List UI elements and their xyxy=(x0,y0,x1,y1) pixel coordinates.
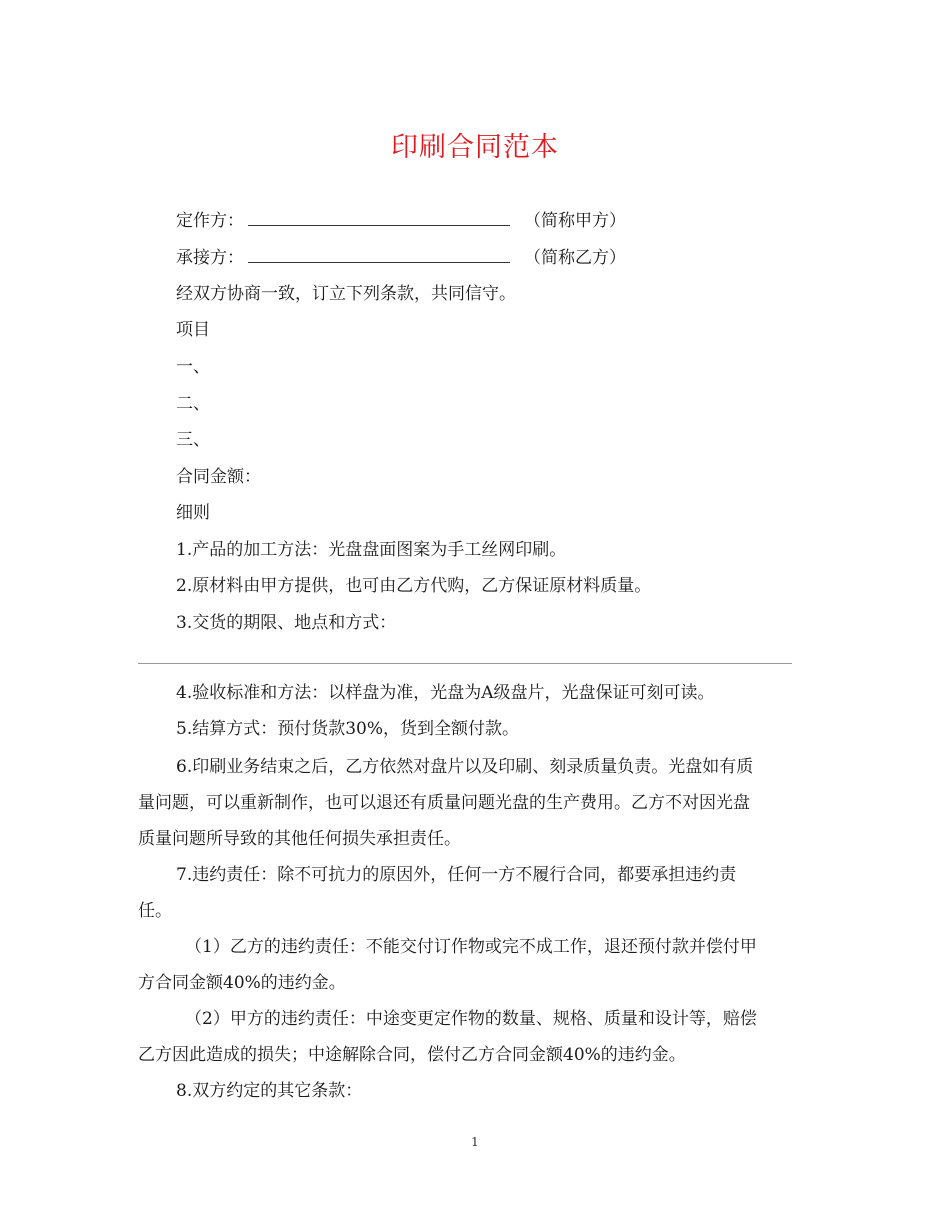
party-b-blank xyxy=(248,245,510,263)
party-b-label: 承接方： xyxy=(176,248,244,268)
clause-6-line-3: 质量问题所导致的其他任何损失承担责任。 xyxy=(138,829,461,849)
party-a-line xyxy=(176,208,626,233)
clause-5: 5.结算方式：预付货款30%，货到全额付款。 xyxy=(176,719,520,739)
clause-7-line-2: 任。 xyxy=(138,901,172,921)
clause-6-line-1: 6.印刷业务结束之后，乙方依然对盘片以及印刷、刻录质量负责。光盘如有质 xyxy=(176,757,754,777)
clause-6-line-2: 量问题，可以重新制作，也可以退还有质量问题光盘的生产费用。乙方不对因光盘 xyxy=(138,793,750,813)
fill-in-rule xyxy=(138,663,792,664)
party-b-line xyxy=(176,245,626,270)
clause-3: 3.交货的期限、地点和方式： xyxy=(176,613,397,633)
clause-7-2-line-2: 乙方因此造成的损失；中途解除合同，偿付乙方合同金额40%的违约金。 xyxy=(138,1045,686,1065)
item-1: 一、 xyxy=(176,357,210,377)
party-a-blank xyxy=(248,208,510,226)
contract-amount: 合同金额： xyxy=(176,467,261,487)
party-b-note: （简称乙方） xyxy=(524,248,626,268)
clause-7-1-line-1: （1）乙方的违约责任：不能交付订作物或完不成工作，退还预付款并偿付甲 xyxy=(185,937,757,957)
clause-7-2-line-1: （2）甲方的违约责任：中途变更定作物的数量、规格、质量和设计等，赔偿 xyxy=(185,1009,757,1029)
party-a-label: 定作方： xyxy=(176,211,244,231)
clause-4: 4.验收标准和方法：以样盘为准，光盘为A级盘片，光盘保证可刻可读。 xyxy=(176,683,715,703)
item-2: 二、 xyxy=(176,394,210,414)
party-a-note: （简称甲方） xyxy=(524,211,626,231)
clause-1: 1.产品的加工方法：光盘盘面图案为手工丝网印刷。 xyxy=(176,540,567,560)
clause-8: 8.双方约定的其它条款： xyxy=(176,1081,363,1101)
item-3: 三、 xyxy=(176,430,210,450)
intro-text: 经双方协商一致，订立下列条款，共同信守。 xyxy=(176,284,516,304)
page-number: 1 xyxy=(471,1135,479,1149)
clause-2: 2.原材料由甲方提供，也可由乙方代购，乙方保证原材料质量。 xyxy=(176,576,652,596)
items-heading: 项目 xyxy=(176,320,210,340)
document-title: 印刷合同范本 xyxy=(391,132,559,163)
details-heading: 细则 xyxy=(176,503,210,523)
clause-7-line-1: 7.违约责任：除不可抗力的原因外，任何一方不履行合同，都要承担违约责 xyxy=(176,865,737,885)
clause-7-1-line-2: 方合同金额40%的违约金。 xyxy=(138,973,346,993)
